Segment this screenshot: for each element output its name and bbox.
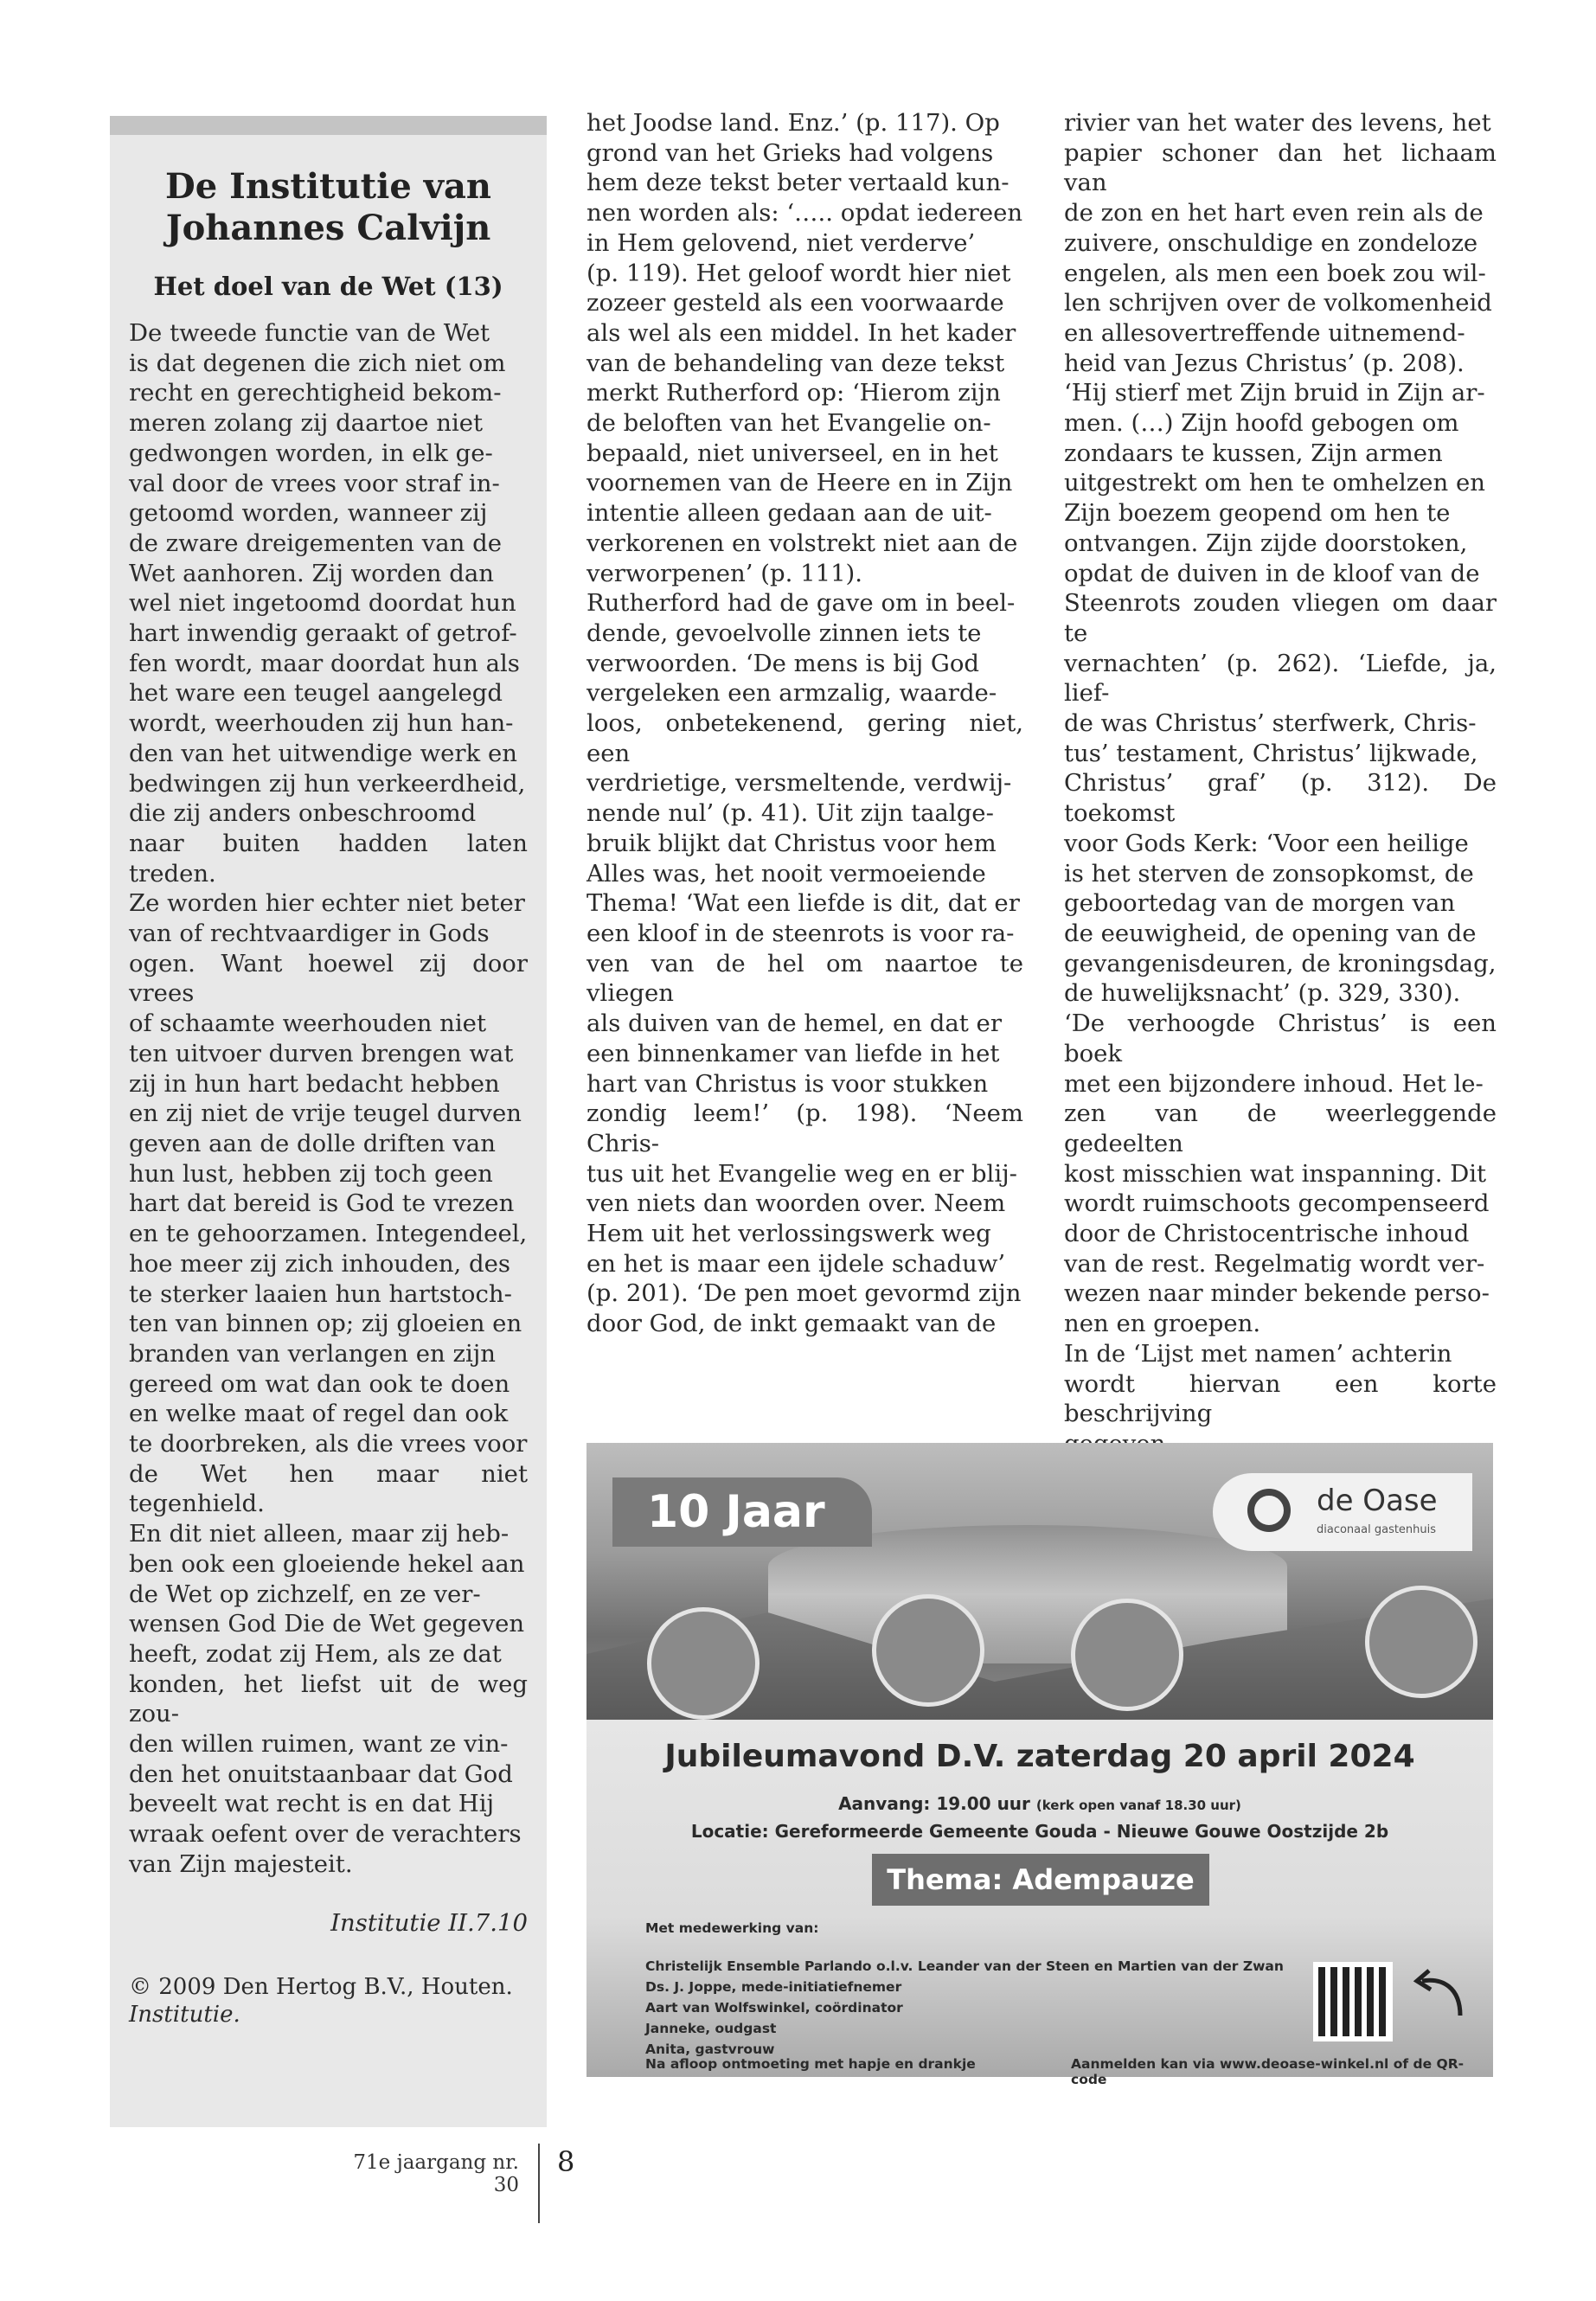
ad-participant: Ds. J. Joppe, mede-initiatiefnemer: [645, 1979, 902, 1995]
ad-logo-name: de Oase: [1317, 1484, 1438, 1518]
ad-participant: Aart van Wolfswinkel, coördinator: [645, 2000, 903, 2016]
page-number: 8: [557, 2145, 575, 2178]
ad-participant: Christelijk Ensemble Parlando o.l.v. Leander van der Steen en Martien van der Zwan: [645, 1958, 1284, 1974]
volume-issue: 71e jaargang nr. 30: [353, 2151, 519, 2196]
footer-divider: [538, 2144, 540, 2223]
oase-logo-icon: [1247, 1489, 1291, 1532]
sidebar-title: [127, 166, 529, 249]
curved-arrow-icon: [1408, 1962, 1469, 2022]
ad-medewerking-label: Met medewerking van:: [645, 1920, 819, 1936]
ad-aanvang: [586, 1793, 1493, 1814]
ad-photo-building: [647, 1607, 760, 1720]
ad-locatie: Locatie: Gereformeerde Gemeente Gouda - Nieuwe Gouwe Oostzijde 2b: [690, 1821, 1389, 1842]
sidebar-title-line2: Johannes Calvijn: [165, 208, 491, 248]
ad-logo: [1213, 1473, 1472, 1551]
ad-aanvang-note: (kerk open vanaf 18.30 uur): [1035, 1798, 1241, 1813]
article-column-2: het Joodse land. Enz.’ (p. 117). Op grond van het Grieks had volgens hem deze tekst beter vertaald kun- nen worden als: ‘….. opdat iedereen in Hem gelovend, niet verderve’ (p. 119). Het geloof wordt hier niet zozeer gesteld als een voorwaarde als wel als een middel. In het kader van de behandeling van deze tekst merkt Rutherford op: ‘Hierom zijn de beloften van het Evangelie on- bepaald, niet universeel, en in het voornemen van de Heere en in Zijn intentie alleen gedaan aan de uit- verkorenen en volstrekt niet aan de verworpenen’ (p. 111). Rutherford had de gave om in beel- dende, gevoelvolle zinnen iets te verwoorden. ‘De mens is bij God vergeleken een armzalig, waarde- loos, onbetekenend, gering niet, een verdrietige, versmeltende, verdwij- nende nul’ (p. 41). Uit zijn taalge- bruik blijkt dat Christus voor hem Alles was, het nooit vermoeiende Thema! ‘Wat een liefde is dit, dat er een kloof in de steenrots is voor ra- ven van de hel om naartoe te vliegen als duiven van de hemel, en dat er een binnenkamer van liefde in het hart van Christus is voor stukken zondig leem!’ (p. 198). ‘Neem Chris- tus uit het Evangelie weg en er blij- ven niets dan woorden over. Neem Hem uit het verlossingswerk weg en het is maar een ijdele schaduw’ (p. 201). ‘De pen moet gevormd zijn door God, de inkt gemaakt van de: [586, 109, 1023, 1338]
ad-theme: Thema: Adempauze: [872, 1854, 1209, 1906]
ad-aanvang-time: Aanvang: 19.00 uur: [838, 1793, 1030, 1814]
copyright-line: © 2009 Den Hertog B.V., Houten.: [129, 1973, 513, 2000]
sidebar-title-line1: De Institutie van: [165, 166, 491, 207]
ad-logo-tagline: diaconaal gastenhuis: [1317, 1523, 1437, 1536]
sidebar-box: [110, 116, 547, 2127]
qr-code-icon[interactable]: [1313, 1962, 1393, 2041]
sidebar-source: Institutie II.7.10: [330, 1908, 528, 1937]
sidebar-subtitle: Het doel van de Wet (13): [153, 272, 503, 301]
ad-photo-monument: [872, 1594, 984, 1707]
article-column-3: rivier van het water des levens, het papier schoner dan het lichaam van de zon en het hart even rein als de zuivere, onschuldige en zondeloze engelen, als men een boek zou wil- len schrijven over de volkomenheid en allesovertreffende uitnemend- heid van Jezus Christus’ (p. 208). ‘Hij stierf met Zijn bruid in Zijn ar- men. (…) Zijn hoofd gebogen om zondaars te kussen, Zijn armen uitgestrekt om hen te omhelzen en Zijn boezem geopend om hen te ontvangen. Zijn zijde doorstoken, opdat de duiven in de kloof van de Steenrots zouden vliegen om daar te vernachten’ (p. 262). ‘Liefde, ja, lief- de was Christus’ sterfwerk, Chris- tus’ testament, Christus’ lijkwade, Christus’ graf’ (p. 312). De toekomst voor Gods Kerk: ‘Voor een heilige is het sterven de zonsopkomst, de geboortedag van de morgen van de eeuwigheid, de opening van de gevangenisdeuren, de kroningsdag, de huwelijksnacht’ (p. 329, 330). ‘De verhoogde Christus’ is een boek met een bijzondere inhoud. Het le- zen van de weerleggende gedeelten kost misschien wat inspanning. Dit wordt ruimschoots gecompenseerd door de Christocentrische inhoud van de rest. Regelmatig wordt ver- wezen naar minder bekende perso- nen en groepen. In de ‘Lijst met namen’ achterin wordt hiervan een korte beschrijving: [1064, 109, 1497, 1428]
ad-headline: Jubileumavond D.V. zaterdag 20 april 2024: [664, 1739, 1415, 1774]
ad-photo-room: [1365, 1586, 1477, 1698]
ad-participant: Anita, gastvrouw: [645, 2041, 775, 2057]
copyright-italic: Institutie.: [129, 2001, 240, 2028]
advertisement: [586, 1443, 1493, 2087]
sidebar-body-text: De tweede functie van de Wet is dat degenen die zich niet om recht en gerechtigheid bekom- meren zolang zij daartoe niet gedwongen worden, in elk ge- val door de vrees voor straf in- getoomd worden, wanneer zij de zware dreigementen van de Wet aanhoren. Zij worden dan wel niet ingetoomd doordat hun hart inwendig geraakt of getrof- fen wordt, maar doordat hun als het ware een teugel aangelegd wordt, weerhouden zij hun han- den van het uitwendige werk en bedwingen zij hun verkeerdheid, die zij anders onbeschroomd naar buiten hadden laten treden. Ze worden hier echter niet beter van of rechtvaardiger in Gods ogen. Want hoewel zij door vrees of schaamte weerhouden niet ten uitvoer durven brengen wat zij in hun hart bedacht hebben en zij niet de vrije teugel durven geven aan de dolle driften van hun lust, hebben zij toch geen hart dat bereid is God te vrezen en te gehoorzamen. Integendeel, hoe meer zij zich inhouden, des te sterker laaien hun hartstoch- ten van binnen op; zij gloeien en branden van verlangen en zijn gereed om wat dan ook te doen en welke maat of regel dan ook te doorbreken, als die vrees voor de Wet hen maar niet tegenhield. En dit niet alleen, maar zij heb- ben ook een gloeiende hekel aan de Wet op zichzelf, en ze ver- wensen God Die de Wet gegeven heeft, zodat zij Hem, als ze dat konden, het liefst uit de weg zou- den willen ruimen, want ze vin- den het onuitstaanbaar dat God beveelt wat recht is en dat Hij wraak oefent over de verachters van Zijn majesteit.: [129, 319, 528, 1878]
ad-photo-group: [1071, 1599, 1183, 1711]
ad-participant: Janneke, oudgast: [645, 2021, 777, 2036]
ad-footer-right: Aanmelden kan via www.deoase-winkel.nl of de QR-code: [1071, 2056, 1465, 2087]
ad-anniversary-banner: 10 Jaar: [612, 1477, 872, 1547]
ad-footer-left: Na afloop ontmoeting met hapje en drankje: [645, 2056, 976, 2072]
sidebar-copyright: [129, 1973, 528, 2029]
